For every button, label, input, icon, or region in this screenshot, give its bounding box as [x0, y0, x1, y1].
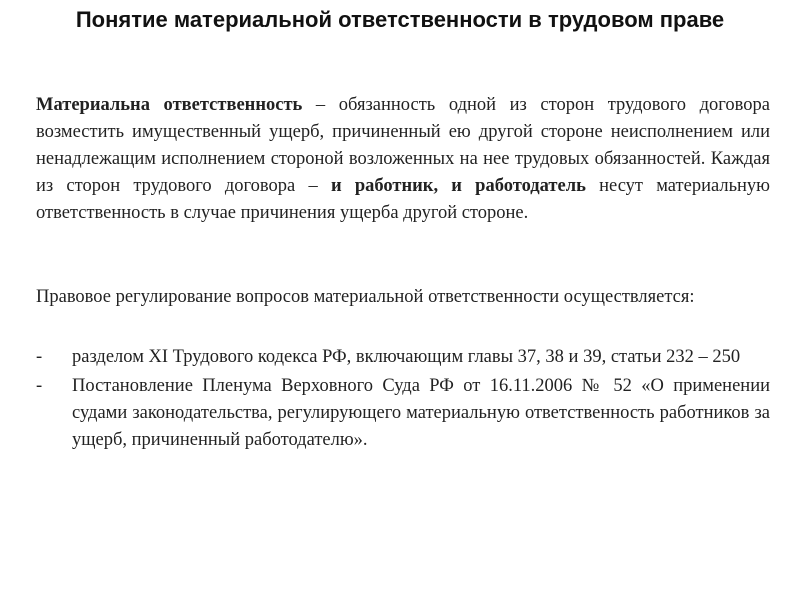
definition-text-part2: несут материальную ответственность в случае причинения ущерба другой стороне. [36, 176, 770, 223]
bullet-dash: - [36, 347, 43, 367]
definition-emphasis: и работник, и работодатель [330, 176, 586, 196]
bullet-dash: - [36, 376, 43, 396]
list-item-text: Постановление Пленума Верховного Суда РФ от 16.11.2006 № 52 «О применении судами законодательства, регулирующего материальную ответственность работников за ущерб, причиненный работодателю». [72, 376, 770, 450]
regulation-list [36, 344, 770, 456]
slide-title: Понятие материальной ответственности в трудовом праве [75, 7, 725, 32]
list-item [36, 373, 770, 454]
definition-text-part1: – обязанность одной из сторон трудового договора возместить имущественный ущерб, причиненный ею другой стороне неисполнением или ненадлежащим исполнением стороной возложенных на нее трудовых обязанностей. Каждая из сторон трудового договора – [36, 95, 770, 196]
list-item [36, 344, 770, 371]
regulation-intro: Правовое регулирование вопросов материальной ответственности осуществляется: [36, 287, 695, 307]
definition-paragraph [36, 92, 770, 227]
list-item-text: разделом XI Трудового кодекса РФ, включающим главы 37, 38 и 39, статьи 232 – 250 [72, 347, 741, 367]
definition-term: Материальна ответственность [36, 95, 303, 115]
